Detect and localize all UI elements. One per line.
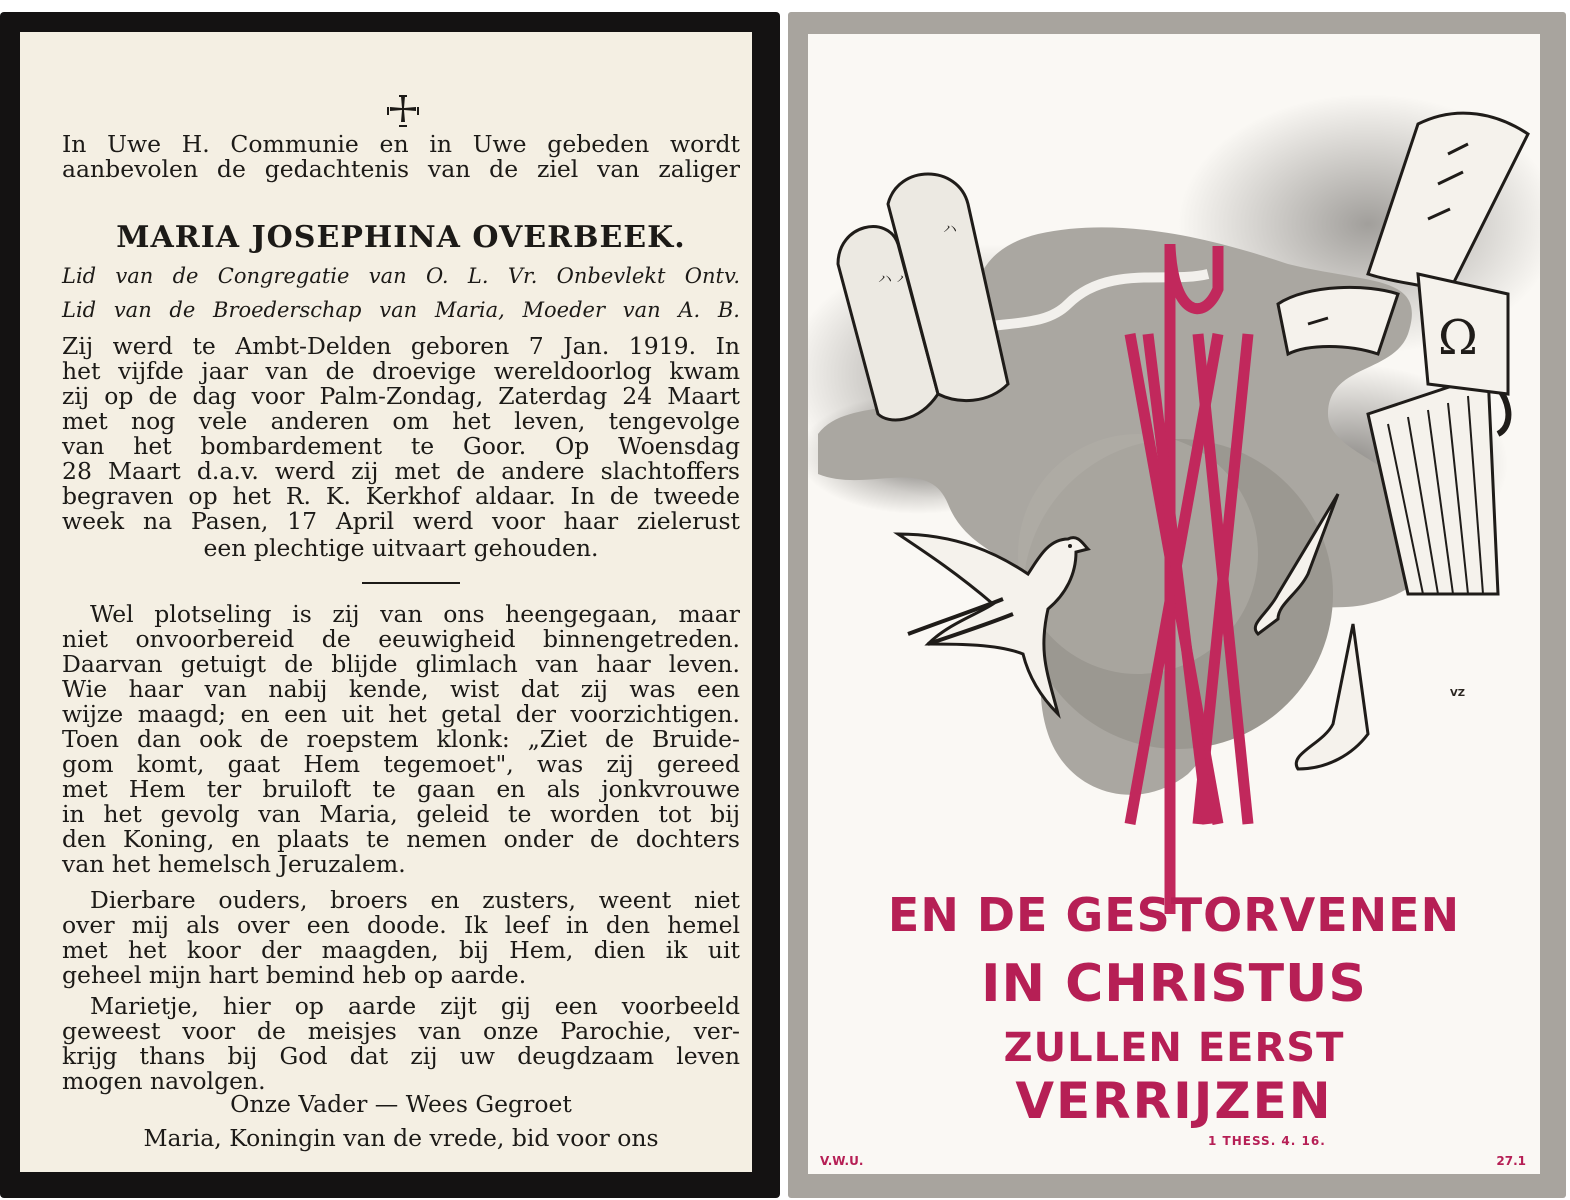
text-line: over mij als over een doode. Ik leef in den hemel bbox=[62, 911, 740, 939]
prayer-line: Onze Vader — Wees Gegroet bbox=[230, 1090, 572, 1118]
intro-line: In Uwe H. Communie en in Uwe gebeden wordt bbox=[62, 130, 740, 158]
intro-text bbox=[62, 132, 740, 182]
closing-paragraph bbox=[62, 994, 740, 1094]
text-line: Zij werd te Ambt-Delden geboren 7 Jan. 1919. In bbox=[62, 332, 740, 360]
text-line: in het gevolg van Maria, geleid te worden tot bij bbox=[62, 800, 740, 828]
card-number: 27.1 bbox=[1496, 1154, 1526, 1168]
svg-text:ハ: ハ bbox=[943, 222, 957, 238]
text-line: met Hem ter bruiloft te gaan en als jonkvrouwe bbox=[62, 775, 740, 803]
text-line: krijg thans bij God dat zij uw deugdzaam leven bbox=[62, 1042, 740, 1070]
text-line: 28 Maart d.a.v. werd zij met de andere slachtoffers bbox=[62, 457, 740, 485]
divider bbox=[362, 582, 460, 584]
text-line: het vijfde jaar van de droevige wereldoorlog kwam bbox=[62, 357, 740, 385]
biography-paragraph bbox=[62, 334, 740, 534]
membership-line: Lid van de Broederschap van Maria, Moeder van A. B. bbox=[62, 298, 740, 322]
memorial-card-illustration-side bbox=[788, 12, 1566, 1198]
text-line: niet onvoorbereid de eeuwigheid binnengetreden. bbox=[62, 625, 740, 653]
text-line: gom komt, gaat Hem tegemoet", was zij gereed bbox=[62, 750, 740, 778]
farewell-paragraph bbox=[62, 888, 740, 988]
text-line: van het bombardement te Goor. Op Woensdag bbox=[62, 432, 740, 460]
verse-line: IN CHRISTUS bbox=[981, 954, 1367, 1014]
intro-line: aanbevolen de gedachtenis van de ziel van zaliger bbox=[62, 155, 740, 183]
text-line: geheel mijn hart bemind heb op aarde. bbox=[62, 961, 527, 989]
card-paper bbox=[20, 32, 752, 1172]
deceased-name: MARIA JOSEPHINA OVERBEEK. bbox=[116, 220, 686, 255]
artist-monogram: VZ bbox=[1450, 688, 1465, 699]
text-line: week na Pasen, 17 April werd voor haar zielerust bbox=[62, 507, 740, 535]
membership-line: Lid van de Congregatie van O. L. Vr. Onbevlekt Ontv. bbox=[62, 264, 740, 288]
text-line: mogen navolgen. bbox=[62, 1067, 266, 1095]
tribute-paragraph bbox=[62, 602, 740, 877]
text-line: wijze maagd; en een uit het getal der voorzichtigen. bbox=[62, 700, 740, 728]
text-line: begraven op het R. K. Kerkhof aldaar. In de tweede bbox=[62, 482, 740, 510]
svg-text:ハ ハ: ハ ハ bbox=[878, 272, 911, 288]
card-paper bbox=[808, 34, 1540, 1174]
omega-book-icon bbox=[1418, 274, 1508, 394]
text-line: Wel plotseling is zij van ons heengegaan, maar bbox=[90, 600, 740, 628]
text-line: Marietje, hier op aarde zijt gij een voorbeeld bbox=[90, 992, 740, 1020]
text-line: zij op de dag voor Palm-Zondag, Zaterdag 24 Maart bbox=[62, 382, 740, 410]
scripture-reference: 1 THESS. 4. 16. bbox=[1208, 1134, 1326, 1148]
text-line: Dierbare ouders, broers en zusters, weent niet bbox=[90, 886, 740, 914]
svg-text:Ω: Ω bbox=[1438, 310, 1478, 366]
text-line: een plechtige uitvaart gehouden. bbox=[203, 534, 599, 562]
verse-line: ZULLEN EERST bbox=[1003, 1025, 1345, 1071]
publisher-mark: V.W.U. bbox=[820, 1154, 864, 1168]
prayer-line: Maria, Koningin van de vrede, bid voor ons bbox=[143, 1124, 659, 1152]
text-line: met het koor der maagden, bij Hem, dien ik uit bbox=[62, 936, 740, 964]
text-line: van het hemelsch Jeruzalem. bbox=[62, 850, 406, 878]
verse-line: EN DE GESTORVENEN bbox=[887, 888, 1461, 942]
verse-line: VERRIJZEN bbox=[1015, 1072, 1333, 1130]
text-line: den Koning, en plaats te nemen onder de dochters bbox=[62, 825, 740, 853]
cross-icon bbox=[386, 94, 420, 128]
text-line: Toen dan ook de roepstem klonk: „Ziet de Bruide- bbox=[62, 725, 740, 753]
text-line: Daarvan getuigt de blijde glimlach van haar leven. bbox=[62, 650, 740, 678]
text-line: geweest voor de meisjes van onze Parochie, ver- bbox=[62, 1017, 740, 1045]
memorial-card-text-side bbox=[0, 12, 780, 1198]
text-line: Wie haar van nabij kende, wist dat zij was een bbox=[62, 675, 740, 703]
text-line: met nog vele anderen om het leven, tengevolge bbox=[62, 407, 740, 435]
